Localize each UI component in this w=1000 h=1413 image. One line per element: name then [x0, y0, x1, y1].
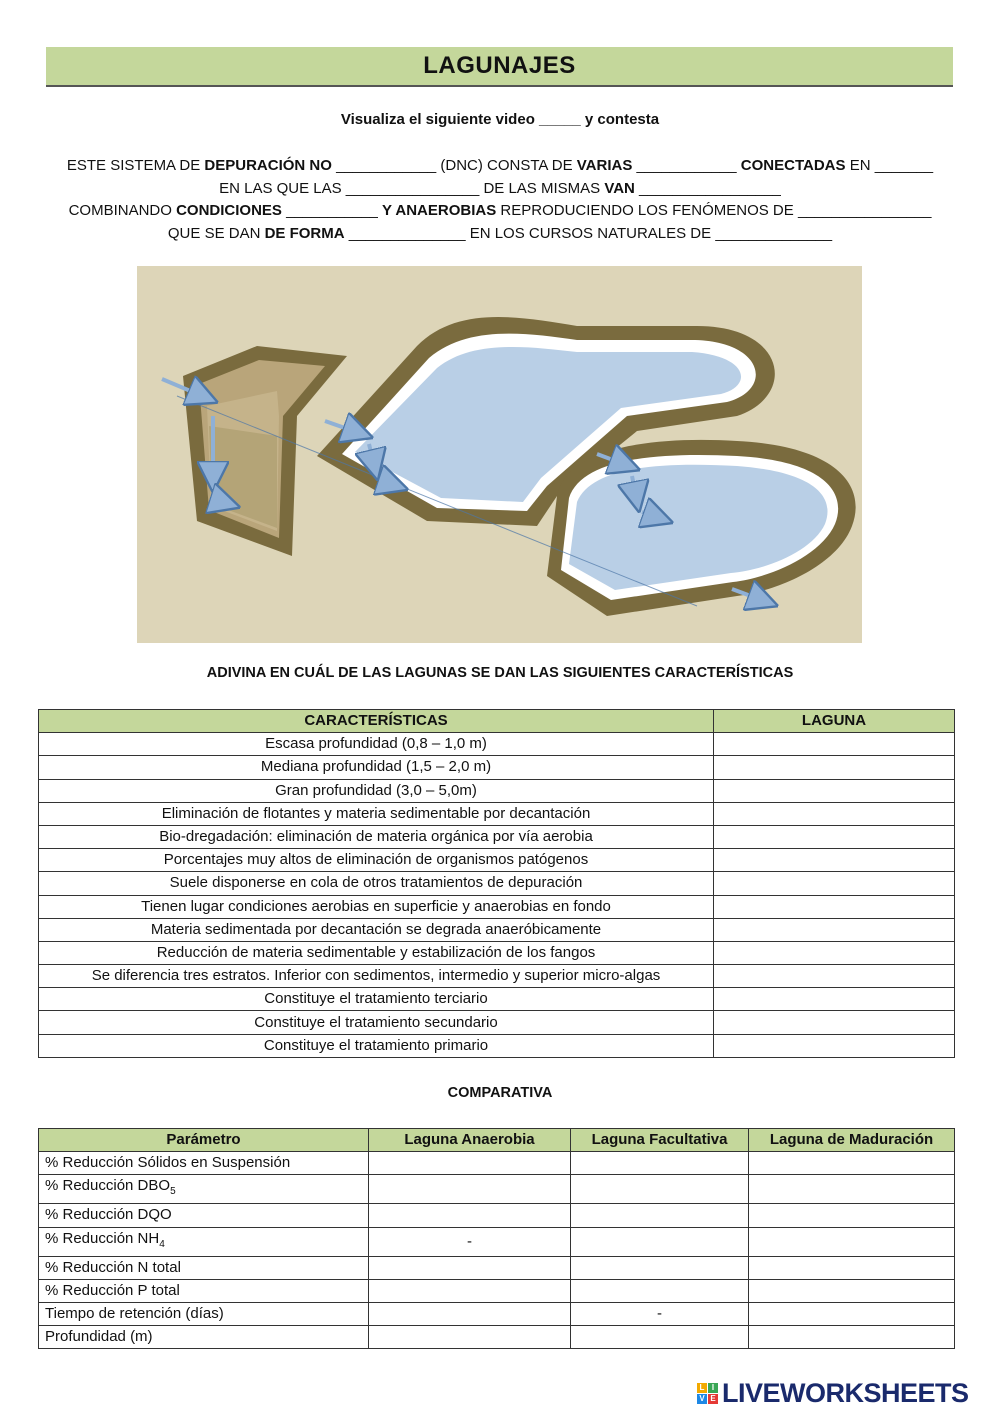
answer-cell-maduracion[interactable] [749, 1175, 955, 1204]
section-2-title: COMPARATIVA [447, 1085, 553, 1101]
header-laguna-maduracion: Laguna de Maduración [749, 1129, 955, 1152]
answer-cell-facultativa[interactable] [571, 1227, 749, 1256]
characteristic-text: Reducción de materia sedimentable y estabilización de los fangos [39, 941, 714, 964]
answer-cell-maduracion[interactable] [749, 1227, 955, 1256]
characteristics-row [39, 825, 955, 848]
characteristics-row [39, 1034, 955, 1057]
laguna-answer-cell[interactable] [714, 895, 955, 918]
laguna-answer-cell[interactable] [714, 733, 955, 756]
answer-cell-facultativa[interactable] [571, 1204, 749, 1227]
characteristic-text: Constituye el tratamiento secundario [39, 1011, 714, 1034]
comparison-table [38, 1128, 955, 1349]
characteristics-row [39, 872, 955, 895]
lagoon-system-illustration [137, 266, 862, 643]
laguna-answer-cell[interactable] [714, 849, 955, 872]
liveworksheets-logo-text: LIVEWORKSHEETS [722, 1377, 969, 1408]
characteristic-text: Porcentajes muy altos de eliminación de organismos patógenos [39, 849, 714, 872]
answer-cell-anaerobia[interactable] [369, 1256, 571, 1279]
answer-cell-maduracion[interactable] [749, 1152, 955, 1175]
characteristic-text: Tienen lugar condiciones aerobias en superficie y anaerobias en fondo [39, 895, 714, 918]
answer-cell-anaerobia[interactable] [369, 1326, 571, 1349]
laguna-answer-cell[interactable] [714, 1034, 955, 1057]
header-laguna-anaerobia: Laguna Anaerobia [369, 1129, 571, 1152]
comparison-row [39, 1279, 955, 1302]
comparison-row [39, 1256, 955, 1279]
laguna-answer-cell[interactable] [714, 988, 955, 1011]
laguna-answer-cell[interactable] [714, 872, 955, 895]
characteristics-row [39, 965, 955, 988]
characteristic-text: Se diferencia tres estratos. Inferior con sedimentos, intermedio y superior micro-algas [39, 965, 714, 988]
answer-cell-maduracion[interactable] [749, 1204, 955, 1227]
paragraph-line-1: ESTE SISTEMA DE DEPURACIÓN NO ____________ (DNC) CONSTA DE VARIAS ____________ CONECTADAS EN _______ [66, 157, 934, 174]
answer-cell-maduracion[interactable] [749, 1256, 955, 1279]
parameter-cell: Tiempo de retención (días) [39, 1302, 369, 1325]
characteristics-row [39, 1011, 955, 1034]
characteristics-body [39, 733, 955, 1058]
section-1-title: ADIVINA EN CUÁL DE LAS LAGUNAS SE DAN LAS SIGUIENTES CARACTERÍSTICAS [206, 665, 794, 681]
laguna-answer-cell[interactable] [714, 825, 955, 848]
laguna-answer-cell[interactable] [714, 1011, 955, 1034]
characteristic-text: Mediana profundidad (1,5 – 2,0 m) [39, 756, 714, 779]
characteristics-row [39, 849, 955, 872]
liveworksheets-logo-mark: L I V E [697, 1383, 718, 1404]
answer-cell-anaerobia[interactable] [369, 1175, 571, 1204]
characteristics-row [39, 988, 955, 1011]
characteristic-text: Gran profundidad (3,0 – 5,0m) [39, 779, 714, 802]
answer-cell-anaerobia[interactable]: - [369, 1227, 571, 1256]
paragraph-line-3: COMBINANDO CONDICIONES ___________ Y ANAEROBIAS REPRODUCIENDO LOS FENÓMENOS DE ________________ [68, 202, 932, 219]
characteristics-row [39, 895, 955, 918]
answer-cell-maduracion[interactable] [749, 1302, 955, 1325]
characteristic-text: Escasa profundidad (0,8 – 1,0 m) [39, 733, 714, 756]
laguna-answer-cell[interactable] [714, 941, 955, 964]
laguna-answer-cell[interactable] [714, 918, 955, 941]
header-parametro: Parámetro [39, 1129, 369, 1152]
answer-cell-maduracion[interactable] [749, 1279, 955, 1302]
fill-in-paragraph [30, 155, 970, 245]
parameter-cell: % Reducción DQO [39, 1204, 369, 1227]
header-caracteristicas: CARACTERÍSTICAS [39, 710, 714, 733]
characteristics-row [39, 941, 955, 964]
characteristic-text: Eliminación de flotantes y materia sedimentable por decantación [39, 802, 714, 825]
characteristics-row [39, 802, 955, 825]
characteristic-text: Suele disponerse en cola de otros tratamientos de depuración [39, 872, 714, 895]
paragraph-line-2: EN LAS QUE LAS ________________ DE LAS MISMAS VAN _________________ [219, 179, 781, 197]
characteristics-row [39, 733, 955, 756]
answer-cell-anaerobia[interactable] [369, 1279, 571, 1302]
comparison-row [39, 1326, 955, 1349]
laguna-answer-cell[interactable] [714, 802, 955, 825]
comparison-row [39, 1227, 955, 1256]
answer-cell-facultativa[interactable] [571, 1152, 749, 1175]
comparison-row [39, 1175, 955, 1204]
answer-cell-facultativa[interactable] [571, 1256, 749, 1279]
paragraph-line-4: QUE SE DAN DE FORMA ______________ EN LOS CURSOS NATURALES DE ______________ [167, 224, 833, 242]
parameter-cell: % Reducción $DBO_5$ [39, 1175, 369, 1204]
parameter-cell: Profundidad (m) [39, 1326, 369, 1349]
characteristics-header-row [39, 710, 955, 733]
answer-cell-facultativa[interactable] [571, 1326, 749, 1349]
comparison-body [39, 1152, 955, 1349]
characteristic-text: Bio-dregadación: eliminación de materia orgánica por vía aerobia [39, 825, 714, 848]
characteristics-row [39, 779, 955, 802]
page-title: LAGUNAJES [423, 52, 576, 79]
instruction-text: Visualiza el siguiente video _____ y contesta [340, 111, 660, 128]
answer-cell-maduracion[interactable] [749, 1326, 955, 1349]
answer-cell-facultativa[interactable]: - [571, 1302, 749, 1325]
header-laguna-facultativa: Laguna Facultativa [571, 1129, 749, 1152]
comparison-row [39, 1204, 955, 1227]
characteristics-table [38, 709, 955, 1058]
header-laguna: LAGUNA [714, 710, 955, 733]
parameter-cell: % Reducción $NH_4$ [39, 1227, 369, 1256]
laguna-answer-cell[interactable] [714, 779, 955, 802]
comparison-row [39, 1152, 955, 1175]
parameter-cell: % Reducción Sólidos en Suspensión [39, 1152, 369, 1175]
answer-cell-facultativa[interactable] [571, 1279, 749, 1302]
answer-cell-anaerobia[interactable] [369, 1204, 571, 1227]
liveworksheets-logo [697, 1378, 969, 1408]
laguna-answer-cell[interactable] [714, 965, 955, 988]
parameter-cell: % Reducción N total [39, 1256, 369, 1279]
parameter-cell: % Reducción P total [39, 1279, 369, 1302]
page-title-bar [46, 47, 953, 87]
answer-cell-facultativa[interactable] [571, 1175, 749, 1204]
characteristics-row [39, 918, 955, 941]
answer-cell-anaerobia[interactable] [369, 1302, 571, 1325]
comparison-row [39, 1302, 955, 1325]
characteristic-text: Constituye el tratamiento primario [39, 1034, 714, 1057]
characteristic-text: Constituye el tratamiento terciario [39, 988, 714, 1011]
characteristic-text: Materia sedimentada por decantación se degrada anaeróbicamente [39, 918, 714, 941]
comparison-header-row [39, 1129, 955, 1152]
answer-cell-anaerobia[interactable] [369, 1152, 571, 1175]
characteristics-row [39, 756, 955, 779]
laguna-answer-cell[interactable] [714, 756, 955, 779]
